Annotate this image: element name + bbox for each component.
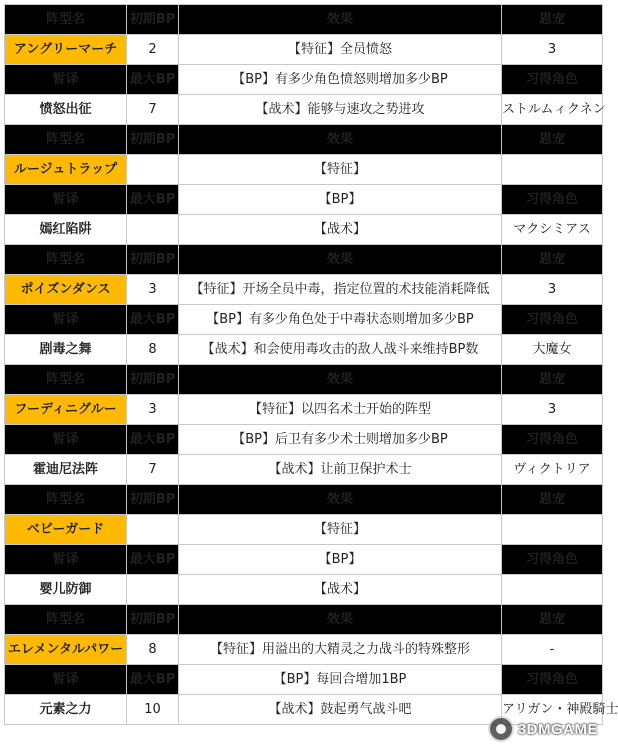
initial-bp-value bbox=[127, 155, 179, 185]
grace-label: 恩宠 bbox=[502, 485, 603, 515]
grace-label: 恩宠 bbox=[502, 125, 603, 155]
watermark bbox=[488, 716, 598, 742]
translation-label: 暂译 bbox=[5, 185, 127, 215]
learner-label: 习得角色 bbox=[502, 545, 603, 575]
max-bp-value bbox=[127, 215, 179, 245]
tactic-effect: 【战术】让前卫保护术士 bbox=[179, 455, 502, 485]
initial-bp-label: 初期BP bbox=[127, 125, 179, 155]
learner-value: ストルムィクネン bbox=[502, 95, 603, 125]
trait-effect: 【特征】全员愤怒 bbox=[179, 35, 502, 65]
initial-bp-label: 初期BP bbox=[127, 245, 179, 275]
table-row-translation bbox=[5, 335, 603, 365]
learner-label: 习得角色 bbox=[502, 665, 603, 695]
trait-effect: 【特征】以四名术士开始的阵型 bbox=[179, 395, 502, 425]
table-row-translation-header bbox=[5, 425, 603, 455]
effect-label: 效果 bbox=[179, 5, 502, 35]
max-bp-label: 最大BP bbox=[127, 425, 179, 455]
max-bp-label: 最大BP bbox=[127, 185, 179, 215]
table-row-translation bbox=[5, 215, 603, 245]
grace-label: 恩宠 bbox=[502, 365, 603, 395]
effect-label: 效果 bbox=[179, 485, 502, 515]
grace-value: 3 bbox=[502, 395, 603, 425]
table-row-translation bbox=[5, 95, 603, 125]
table-row-translation-header bbox=[5, 305, 603, 335]
formation-translation: 霍迪尼法阵 bbox=[5, 455, 127, 485]
initial-bp-value: 2 bbox=[127, 35, 179, 65]
max-bp-value: 8 bbox=[127, 335, 179, 365]
table-row-formation-header bbox=[5, 485, 603, 515]
table-row-translation-header bbox=[5, 65, 603, 95]
initial-bp-label: 初期BP bbox=[127, 5, 179, 35]
bp-effect: 【BP】 bbox=[179, 185, 502, 215]
initial-bp-label: 初期BP bbox=[127, 365, 179, 395]
learner-value: アリガン・神殿騎士 bbox=[502, 695, 603, 725]
translation-label: 暂译 bbox=[5, 665, 127, 695]
translation-label: 暂译 bbox=[5, 305, 127, 335]
formation-name: ベビーガード bbox=[5, 515, 127, 545]
translation-label: 暂译 bbox=[5, 545, 127, 575]
tactic-effect: 【战术】能够与速攻之势进攻 bbox=[179, 95, 502, 125]
table-row-translation-header bbox=[5, 665, 603, 695]
formation-translation: 婴儿防御 bbox=[5, 575, 127, 605]
max-bp-value: 7 bbox=[127, 95, 179, 125]
learner-value: 大魔女 bbox=[502, 335, 603, 365]
trait-effect: 【特征】 bbox=[179, 515, 502, 545]
table-row-translation-header bbox=[5, 185, 603, 215]
translation-label: 暂译 bbox=[5, 425, 127, 455]
formation-name: ポイズンダンス bbox=[5, 275, 127, 305]
watermark-logo-icon bbox=[488, 716, 514, 742]
table-row-translation bbox=[5, 575, 603, 605]
bp-effect: 【BP】有多少角色处于中毒状态则增加多少BP bbox=[179, 305, 502, 335]
max-bp-label: 最大BP bbox=[127, 65, 179, 95]
grace-label: 恩宠 bbox=[502, 5, 603, 35]
table-row-formation bbox=[5, 155, 603, 185]
table-row-formation bbox=[5, 635, 603, 665]
grace-value: - bbox=[502, 635, 603, 665]
formation-label: 阵型名 bbox=[5, 125, 127, 155]
bp-effect: 【BP】后卫有多少术士则增加多少BP bbox=[179, 425, 502, 455]
learner-label: 习得角色 bbox=[502, 185, 603, 215]
effect-label: 效果 bbox=[179, 605, 502, 635]
formation-translation: 嫣红陷阱 bbox=[5, 215, 127, 245]
bp-effect: 【BP】 bbox=[179, 545, 502, 575]
formation-label: 阵型名 bbox=[5, 365, 127, 395]
table-row-translation bbox=[5, 455, 603, 485]
tactic-effect: 【战术】 bbox=[179, 215, 502, 245]
formation-label: 阵型名 bbox=[5, 485, 127, 515]
grace-label: 恩宠 bbox=[502, 245, 603, 275]
initial-bp-label: 初期BP bbox=[127, 605, 179, 635]
formation-label: 阵型名 bbox=[5, 5, 127, 35]
grace-value: 3 bbox=[502, 35, 603, 65]
grace-label: 恩宠 bbox=[502, 605, 603, 635]
initial-bp-value: 8 bbox=[127, 635, 179, 665]
effect-label: 效果 bbox=[179, 245, 502, 275]
table-row-formation-header bbox=[5, 245, 603, 275]
learner-value: ヴィクトリア bbox=[502, 455, 603, 485]
max-bp-value bbox=[127, 575, 179, 605]
max-bp-label: 最大BP bbox=[127, 665, 179, 695]
max-bp-label: 最大BP bbox=[127, 305, 179, 335]
table-row-formation-header bbox=[5, 365, 603, 395]
tactic-effect: 【战术】和会使用毒攻击的敌人战斗来维持BP数 bbox=[179, 335, 502, 365]
trait-effect: 【特征】 bbox=[179, 155, 502, 185]
initial-bp-value: 3 bbox=[127, 275, 179, 305]
table-row-formation bbox=[5, 275, 603, 305]
formation-name: フーディニグルー bbox=[5, 395, 127, 425]
learner-label: 习得角色 bbox=[502, 65, 603, 95]
table-row-formation bbox=[5, 515, 603, 545]
initial-bp-value bbox=[127, 515, 179, 545]
grace-value bbox=[502, 515, 603, 545]
max-bp-value: 7 bbox=[127, 455, 179, 485]
bp-effect: 【BP】有多少角色愤怒则增加多少BP bbox=[179, 65, 502, 95]
table-row-translation-header bbox=[5, 545, 603, 575]
trait-effect: 【特征】开场全员中毒，指定位置的术技能消耗降低 bbox=[179, 275, 502, 305]
formation-translation: 剧毒之舞 bbox=[5, 335, 127, 365]
grace-value: 3 bbox=[502, 275, 603, 305]
table-row-formation bbox=[5, 395, 603, 425]
formation-label: 阵型名 bbox=[5, 605, 127, 635]
learner-label: 习得角色 bbox=[502, 305, 603, 335]
tactic-effect: 【战术】 bbox=[179, 575, 502, 605]
watermark-text: 3DMGAME bbox=[517, 720, 598, 738]
trait-effect: 【特征】用溢出的大精灵之力战斗的特殊整形 bbox=[179, 635, 502, 665]
formation-label: 阵型名 bbox=[5, 245, 127, 275]
learner-value: マクシミアス bbox=[502, 215, 603, 245]
learner-label: 习得角色 bbox=[502, 425, 603, 455]
formation-table bbox=[4, 4, 618, 725]
formation-name: アングリーマーチ bbox=[5, 35, 127, 65]
table-row-formation-header bbox=[5, 5, 603, 35]
initial-bp-label: 初期BP bbox=[127, 485, 179, 515]
learner-value bbox=[502, 575, 603, 605]
effect-label: 效果 bbox=[179, 125, 502, 155]
effect-label: 效果 bbox=[179, 365, 502, 395]
translation-label: 暂译 bbox=[5, 65, 127, 95]
table-row-formation-header bbox=[5, 605, 603, 635]
formation-translation: 元素之力 bbox=[5, 695, 127, 725]
max-bp-value: 10 bbox=[127, 695, 179, 725]
initial-bp-value: 3 bbox=[127, 395, 179, 425]
formation-name: エレメンタルパワー bbox=[5, 635, 127, 665]
table-row-formation bbox=[5, 35, 603, 65]
max-bp-label: 最大BP bbox=[127, 545, 179, 575]
formation-translation: 愤怒出征 bbox=[5, 95, 127, 125]
formation-table-body bbox=[5, 5, 618, 725]
formation-name: ルージュトラップ bbox=[5, 155, 127, 185]
table-row-formation-header bbox=[5, 125, 603, 155]
bp-effect: 【BP】每回合增加1BP bbox=[179, 665, 502, 695]
tactic-effect: 【战术】鼓起勇气战斗吧 bbox=[179, 695, 502, 725]
grace-value bbox=[502, 155, 603, 185]
